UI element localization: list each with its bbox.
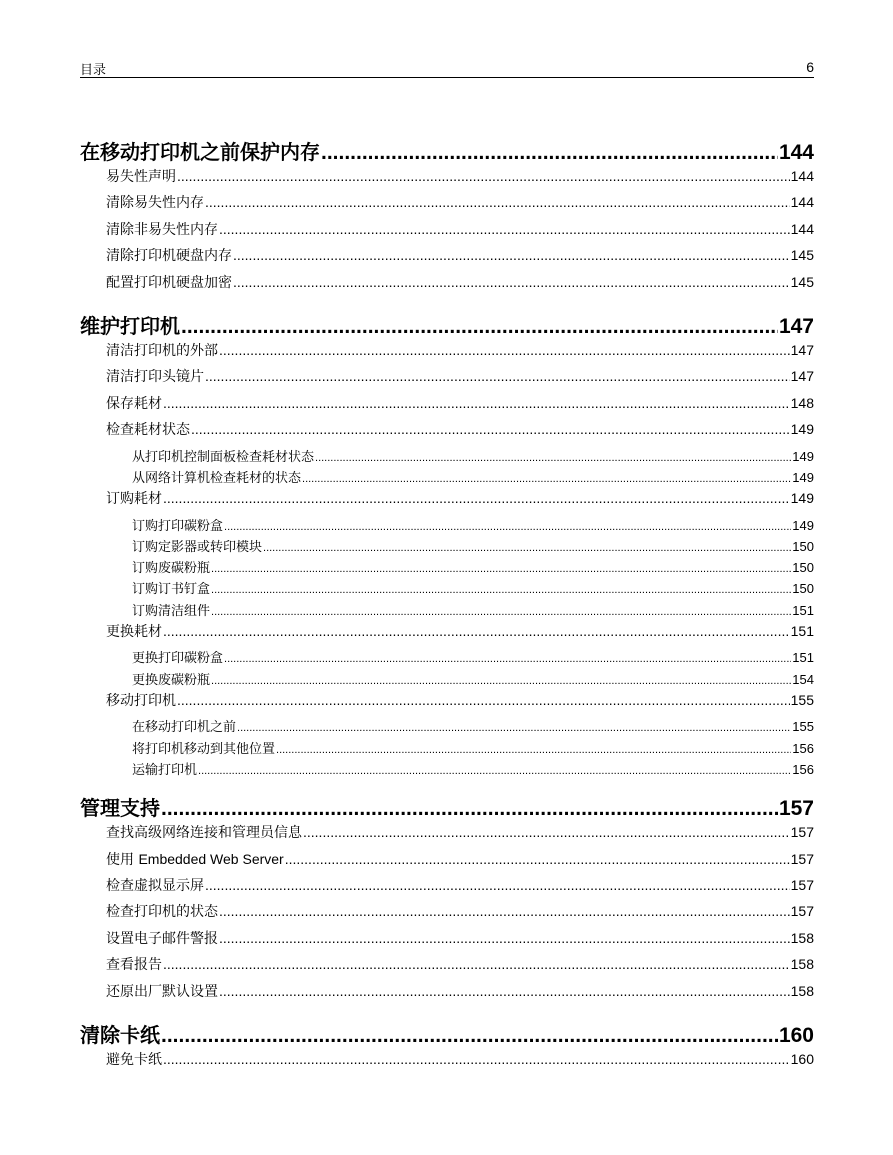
toc-subentry[interactable]: 更换打印碳粉盒 ..... 151 xyxy=(80,647,814,668)
dot-leader xyxy=(219,342,790,358)
dot-leader xyxy=(205,368,790,384)
toc-subentry[interactable]: 订购废碳粉瓶 ..... 150 xyxy=(80,557,814,578)
toc-entry[interactable]: 清除打印机硬盘内存 ..... 145 xyxy=(80,245,814,271)
toc-subentry[interactable]: 从网络计算机检查耗材的状态 ..... 149 xyxy=(80,467,814,488)
dot-leader xyxy=(205,194,790,210)
dot-leader xyxy=(211,584,791,596)
dot-leader xyxy=(177,168,790,184)
toc-subentry[interactable]: 更换废碳粉瓶 ..... 154 xyxy=(80,669,814,690)
toc-entry[interactable]: 移动打印机 ..... 155 xyxy=(80,690,814,716)
dot-leader xyxy=(211,606,791,618)
dot-leader xyxy=(315,452,791,464)
dot-leader xyxy=(219,930,790,946)
toc-subentry[interactable]: 运输打印机 ..... 156 xyxy=(80,759,814,780)
dot-leader xyxy=(211,563,791,575)
toc-entry[interactable]: 易失性声明 ..... 144 xyxy=(80,166,814,192)
dot-leader xyxy=(285,851,790,867)
dot-leader xyxy=(163,1051,790,1067)
dot-leader xyxy=(303,824,790,840)
toc-entry[interactable]: 还原出厂默认设置 ..... 158 xyxy=(80,981,814,1007)
dot-leader xyxy=(302,473,791,485)
dot-leader xyxy=(224,521,791,533)
table-of-contents xyxy=(80,136,814,1075)
dot-leader xyxy=(181,315,778,339)
dot-leader xyxy=(163,623,790,639)
dot-leader xyxy=(233,247,790,263)
toc-section xyxy=(80,1019,814,1075)
dot-leader xyxy=(198,765,791,777)
dot-leader xyxy=(219,903,790,919)
toc-entry[interactable]: 配置打印机硬盘加密 ..... 145 xyxy=(80,272,814,298)
header-title: 目录 xyxy=(80,63,107,78)
dot-leader xyxy=(191,421,790,437)
dot-leader xyxy=(321,141,778,165)
toc-entry[interactable]: 查找高级网络连接和管理员信息 ..... 157 xyxy=(80,822,814,848)
toc-section xyxy=(80,136,814,298)
header-page-number: 6 xyxy=(806,59,814,75)
dot-leader xyxy=(263,542,791,554)
dot-leader xyxy=(224,653,791,665)
toc-entry[interactable]: 检查虚拟显示屏 ..... 157 xyxy=(80,875,814,901)
dot-leader xyxy=(219,983,790,999)
toc-subentry[interactable]: 从打印机控制面板检查耗材状态 ..... 149 xyxy=(80,446,814,467)
dot-leader xyxy=(163,395,790,411)
toc-entry[interactable]: 检查打印机的状态 ..... 157 xyxy=(80,901,814,927)
toc-entry[interactable]: 清除易失性内存 ..... 144 xyxy=(80,192,814,218)
toc-entry[interactable]: 使用 Embedded Web Server ..... 157 xyxy=(80,849,814,875)
toc-entry[interactable]: 检查耗材状态 ..... 149 xyxy=(80,419,814,445)
toc-heading[interactable]: 管理支持 ..... 157 xyxy=(80,792,814,822)
dot-leader xyxy=(161,797,778,821)
toc-subentry[interactable]: 在移动打印机之前 ..... 155 xyxy=(80,716,814,737)
toc-entry[interactable]: 清除非易失性内存 ..... 144 xyxy=(80,219,814,245)
toc-entry[interactable]: 清洁打印头镜片 ..... 147 xyxy=(80,366,814,392)
toc-section xyxy=(80,310,814,780)
toc-subentry[interactable]: 订购订书钉盒 ..... 150 xyxy=(80,578,814,599)
toc-entry[interactable]: 清洁打印机的外部 ..... 147 xyxy=(80,340,814,366)
toc-subentry[interactable]: 订购清洁组件 ..... 151 xyxy=(80,600,814,621)
toc-entry[interactable]: 更换耗材 ..... 151 xyxy=(80,621,814,647)
toc-heading[interactable]: 维护打印机 ..... 147 xyxy=(80,310,814,340)
toc-entry[interactable]: 避免卡纸 ..... 160 xyxy=(80,1049,814,1075)
dot-leader xyxy=(161,1024,778,1048)
dot-leader xyxy=(177,692,790,708)
toc-entry[interactable]: 查看报告 ..... 158 xyxy=(80,954,814,980)
toc-heading[interactable]: 在移动打印机之前保护内存 ..... 144 xyxy=(80,136,814,166)
dot-leader xyxy=(237,722,791,734)
dot-leader xyxy=(205,877,790,893)
dot-leader xyxy=(219,221,790,237)
dot-leader xyxy=(163,956,790,972)
dot-leader xyxy=(211,675,791,687)
dot-leader xyxy=(163,490,790,506)
toc-entry[interactable]: 保存耗材 ..... 148 xyxy=(80,393,814,419)
dot-leader xyxy=(276,744,791,756)
toc-entry[interactable]: 设置电子邮件警报 ..... 158 xyxy=(80,928,814,954)
toc-subentry[interactable]: 订购打印碳粉盒 ..... 149 xyxy=(80,515,814,536)
toc-subentry[interactable]: 订购定影器或转印模块 ..... 150 xyxy=(80,536,814,557)
page-header xyxy=(80,57,814,78)
toc-entry[interactable]: 订购耗材 ..... 149 xyxy=(80,488,814,514)
toc-heading[interactable]: 清除卡纸 ..... 160 xyxy=(80,1019,814,1049)
toc-subentry[interactable]: 将打印机移动到其他位置 ..... 156 xyxy=(80,738,814,759)
toc-section xyxy=(80,792,814,1007)
dot-leader xyxy=(233,274,790,290)
